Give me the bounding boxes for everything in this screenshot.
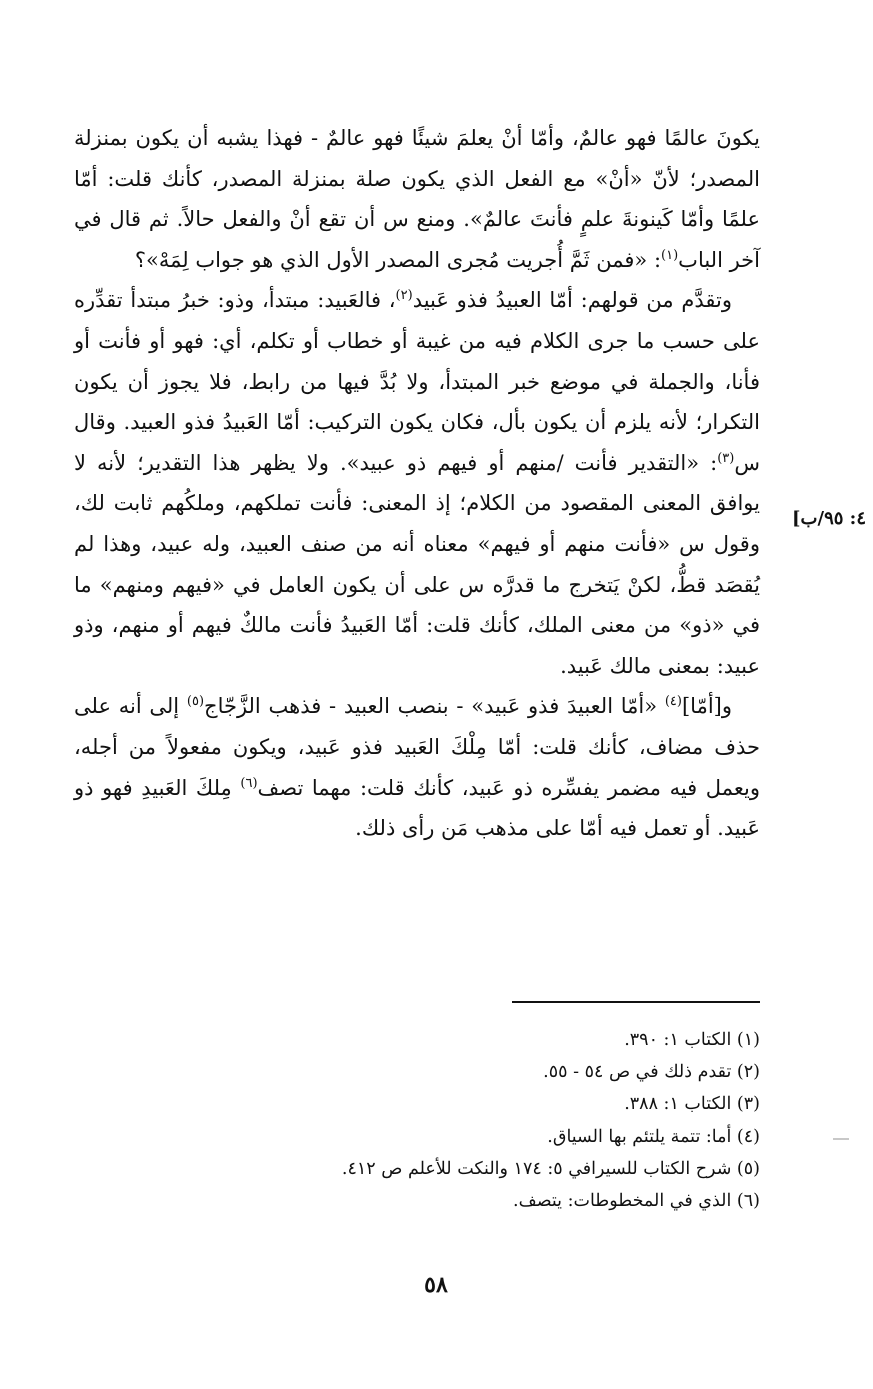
main-text	[74, 118, 760, 849]
page-number: ٥٨	[424, 1272, 448, 1298]
text-run: : «فمن ثَمَّ أُجريت مُجرى المصدر الأول الذي هو جواب لِمَهْ»؟	[134, 247, 662, 272]
text-run: مِلكَ العَبيدِ فهو ذو عَبيد. أو تعمل فيه أمّا على مذهب مَن رأى ذلك.	[74, 775, 760, 841]
text-run: إلى أنه على حذف مضاف، كأنك قلت: أمّا مِلْكَ العَبيد فذو عَبيد، ويكون مفعولاً من أجله، ويعمل فيه مضمر يفسِّره ذو عَبيد، كأنك قلت: مهما تصف	[74, 694, 760, 800]
text-run: : «التقدير فأنت /منهم أو فيهم ذو عبيد». ولا يظهر هذا التقدير؛ لأنه لا يوافق المعنى المقصود من الكلام؛ إذ المعنى: فأنت تملكهم، وملكُهم ثابت لك، وقول س «فأنت منهم أو فيهم» معناه أنه من صنف العبيد، وله عبيد، وهذا لم يُقصَد قطُّ، لكنْ يَتخرج ما قدرَّه س على أن يكون العامل في «فيهم ومنهم» ما في «ذو» من معنى الملك، كأنك قلت: أمّا العَبيدُ فأنت مالكٌ فيهم أو منهم، وذو عبيد: بمعنى مالك عَبيد.	[74, 450, 760, 678]
text-run: وتقدَّم من قولهم: أمّا العبيدُ فذو عَبيد	[412, 288, 732, 313]
text-run: و[أمّا]	[681, 694, 732, 719]
paragraph	[74, 686, 760, 848]
footnote: (٤) أما: تتمة يلتئم بها السياق.	[547, 1126, 760, 1147]
footnote-marker: (٦)	[240, 775, 258, 791]
text-run: «أمّا العبيدَ فذو عَبيد» - بنصب العبيد - فذهب الزَّجّاج	[204, 694, 665, 719]
paragraph	[74, 118, 760, 280]
footnote-marker: (١)	[661, 247, 679, 263]
footnote-marker: (٥)	[186, 694, 205, 710]
paragraph	[74, 280, 760, 686]
text-run: ، فالعَبيد: مبتدأ، وذو: خبرُ مبتدأ تقدِّره على حسب ما جرى الكلام فيه من غيبة أو خطاب أو تكلم، أي: فهو أو فأنت أو فأنا، والجملة في موضع خبر المبتدأ، ولا بُدَّ فيها من رابط، فلا يجوز أن يكون التكرار؛ لأنه يلزم أن يكون بأل، فكان يكون التركيب: أمّا العَبيدُ فذو العبيد. وقال س	[74, 288, 760, 475]
footnotes	[150, 1024, 760, 1217]
footnote: (٥) شرح الكتاب للسيرافي ٥: ١٧٤ والنكت للأعلم ص ٤١٢.	[341, 1158, 760, 1179]
footnote-marker: (٣)	[717, 450, 735, 466]
text-run: يكونَ عالمًا فهو عالمٌ، وأمّا أنْ يعلمَ شيئًا فهو عالمٌ - فهذا يشبه أن يكون بمنزلة المصدر؛ لأنّ «أنْ» مع الفعل الذي يكون صلة بمنزلة المصدر، كأنك قلت: أمّا علمًا وأمّا كَينونةَ علمٍ فأنتَ عالمٌ». ومنع س أن تقع أنْ والفعل حالاً. ثم قال في آخر الباب	[74, 126, 760, 272]
footnote: (٣) الكتاب ١: ٣٨٨.	[624, 1094, 760, 1115]
scan-mark	[833, 1138, 849, 1140]
margin-manuscript-reference: ٤: ٩٥/ب]	[792, 508, 866, 529]
footnote-marker: (٢)	[395, 288, 413, 304]
footnote-marker: (٤)	[664, 694, 682, 710]
footnote-divider	[512, 1001, 760, 1003]
footnote: (١) الكتاب ١: ٣٩٠.	[624, 1030, 760, 1050]
footnote: (٦) الذي في المخطوطات: يتصف.	[513, 1191, 760, 1212]
footnote: (٢) تقدم ذلك في ص ٥٤ - ٥٥.	[543, 1062, 760, 1083]
